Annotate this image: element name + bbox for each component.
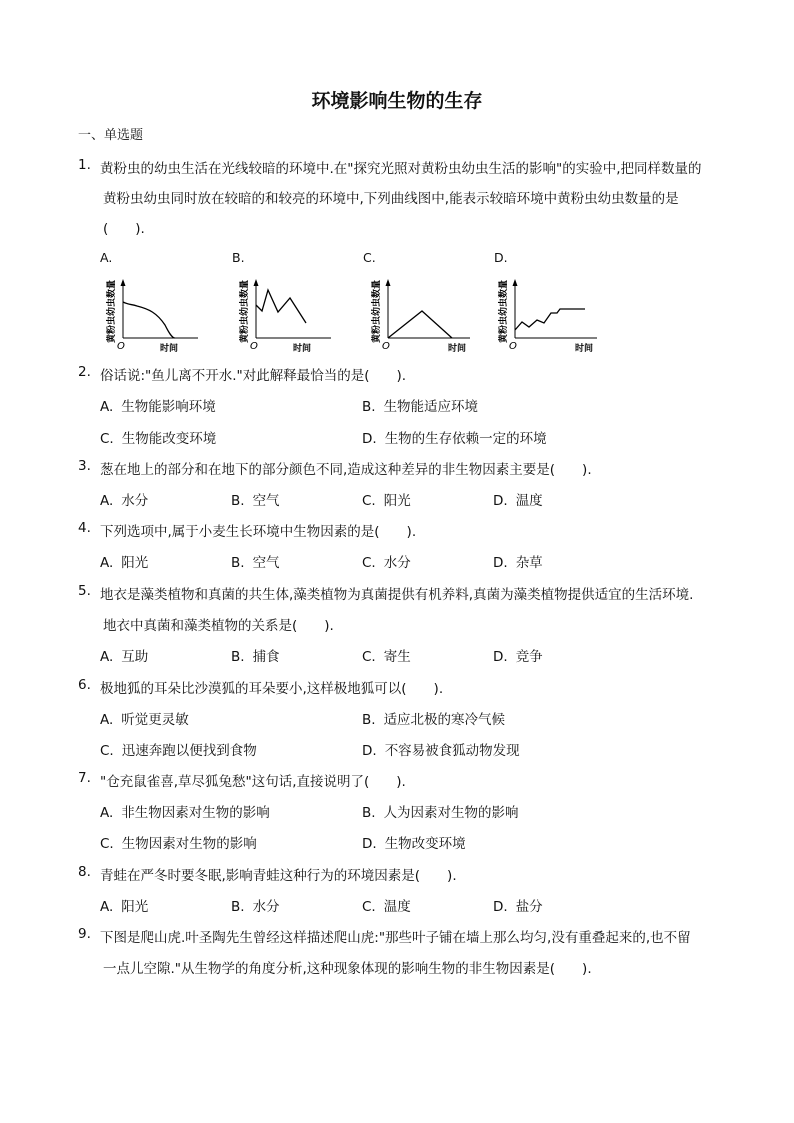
option-letter: D. <box>493 493 508 509</box>
origin-label: O <box>382 341 390 352</box>
option-d <box>493 895 543 915</box>
option-b <box>231 489 280 509</box>
question-text: 葱在地上的部分和在地下的部分颜色不同,造成这种差异的非生物因素主要是( ). <box>100 462 592 478</box>
question-number: 1. <box>78 157 91 173</box>
y-axis-label: 黄粉虫幼虫数量 <box>240 279 250 343</box>
option-letter: A. <box>100 899 114 915</box>
question-text: 黄粉虫的幼虫生活在光线较暗的环境中.在"探究光照对黄粉虫幼虫生活的影响"的实验中,把同样数量的 <box>100 161 702 177</box>
question-number: 3. <box>78 458 91 474</box>
option-letter: A. <box>100 399 114 415</box>
option-letter: A. <box>100 493 114 509</box>
option-label: D. <box>494 250 508 265</box>
x-axis-label: 时间 <box>448 344 467 354</box>
origin-label: O <box>250 341 258 352</box>
option-text: 生物改变环境 <box>384 836 466 852</box>
option-letter: D. <box>493 555 508 571</box>
origin-label: O <box>117 341 125 352</box>
option-text: 水分 <box>252 899 280 915</box>
option-text: 适应北极的寒冷气候 <box>383 712 506 728</box>
curve <box>515 309 585 330</box>
option-text: 生物的生存依赖一定的环境 <box>384 431 547 447</box>
option-text: 水分 <box>383 555 411 571</box>
option-b <box>231 645 280 665</box>
y-arrow <box>513 279 518 286</box>
option-text: 竞争 <box>515 649 543 665</box>
option-d <box>362 832 466 852</box>
question-number: 7. <box>78 770 91 786</box>
option-letter: C. <box>362 899 376 915</box>
x-axis-label: 时间 <box>293 344 312 354</box>
option-letter: D. <box>362 836 377 852</box>
x-axis-label: 时间 <box>160 344 179 354</box>
option-c <box>362 551 411 571</box>
option-letter: B. <box>231 493 245 509</box>
y-axis-label: 黄粉虫幼虫数量 <box>107 279 117 343</box>
question-text: 一点儿空隙."从生物学的角度分析,这种现象体现的影响生物的非生物因素是( ). <box>103 961 592 977</box>
option-a <box>100 895 148 915</box>
graph-d <box>497 275 607 355</box>
option-letter: C. <box>100 431 114 447</box>
question-text: 地衣中真菌和藻类植物的关系是( ). <box>103 618 334 634</box>
option-letter: A. <box>100 649 114 665</box>
option-text: 温度 <box>515 493 543 509</box>
page-title: 环境影响生物的生存 <box>311 90 483 112</box>
option-label: C. <box>363 250 376 265</box>
section-heading: 一、单选题 <box>78 128 144 143</box>
y-arrow <box>254 279 259 286</box>
question-number: 4. <box>78 520 91 536</box>
option-text: 迅速奔跑以便找到食物 <box>121 743 257 759</box>
option-letter: A. <box>100 555 114 571</box>
question-text: 黄粉虫幼虫同时放在较暗的和较亮的环境中,下列曲线图中,能表示较暗环境中黄粉虫幼虫数量的是 <box>103 191 679 207</box>
option-c <box>362 489 411 509</box>
graph-c <box>370 275 480 355</box>
option-text: 生物能影响环境 <box>121 399 216 415</box>
x-axis-label: 时间 <box>575 344 594 354</box>
option-text: 阳光 <box>121 899 149 915</box>
option-text: 生物能改变环境 <box>121 431 217 447</box>
y-arrow <box>121 279 126 286</box>
y-arrow <box>386 279 391 286</box>
curve <box>388 311 452 338</box>
option-text: 温度 <box>383 899 411 915</box>
option-letter: C. <box>100 836 114 852</box>
option-d <box>493 645 543 665</box>
y-axis-label: 黄粉虫幼虫数量 <box>499 279 509 343</box>
option-letter: C. <box>100 743 114 759</box>
option-letter: B. <box>362 399 376 415</box>
option-d <box>362 739 520 759</box>
question-text: "仓充鼠雀喜,草尽狐兔愁"这句话,直接说明了( ). <box>100 774 406 790</box>
option-text: 生物因素对生物的影响 <box>121 836 257 852</box>
question-text: 下列选项中,属于小麦生长环境中生物因素的是( ). <box>100 524 417 540</box>
option-text: 水分 <box>121 493 149 509</box>
option-c <box>100 832 257 852</box>
graph-a <box>105 275 205 355</box>
option-d <box>493 489 543 509</box>
option-letter: D. <box>362 431 377 447</box>
option-b <box>231 895 280 915</box>
option-b <box>231 551 280 571</box>
question-text: 俗话说:"鱼儿离不开水."对此解释最恰当的是( ). <box>100 368 407 384</box>
option-letter: B. <box>231 899 245 915</box>
option-c <box>362 895 411 915</box>
question-text: ( ). <box>103 221 145 237</box>
question-text: 极地狐的耳朵比沙漠狐的耳朵要小,这样极地狐可以( ). <box>100 681 444 697</box>
option-a <box>100 645 148 665</box>
curve <box>123 302 175 338</box>
option-d <box>493 551 543 571</box>
option-letter: B. <box>362 712 376 728</box>
option-text: 空气 <box>252 555 280 571</box>
option-letter: B. <box>231 555 245 571</box>
option-letter: C. <box>362 493 376 509</box>
option-text: 互助 <box>121 649 149 665</box>
option-letter: A. <box>100 712 114 728</box>
graph-b <box>238 275 338 355</box>
option-b <box>362 708 505 728</box>
option-a <box>100 801 270 821</box>
option-c <box>362 645 411 665</box>
option-text: 捕食 <box>252 649 280 665</box>
option-letter: B. <box>231 649 245 665</box>
question-number: 2. <box>78 364 91 380</box>
option-text: 不容易被食狐动物发现 <box>384 743 520 759</box>
option-a <box>100 489 148 509</box>
option-letter: D. <box>493 649 508 665</box>
option-c <box>100 739 257 759</box>
option-text: 阳光 <box>121 555 149 571</box>
option-text: 听觉更灵敏 <box>121 712 189 728</box>
option-letter: D. <box>362 743 377 759</box>
option-d <box>362 427 547 447</box>
option-a <box>100 708 189 728</box>
option-letter: C. <box>362 649 376 665</box>
option-text: 寄生 <box>383 649 411 665</box>
option-text: 空气 <box>252 493 280 509</box>
option-text: 杂草 <box>515 555 543 571</box>
option-letter: D. <box>493 899 508 915</box>
option-text: 非生物因素对生物的影响 <box>121 805 270 821</box>
option-a <box>100 551 148 571</box>
curve <box>256 290 306 323</box>
option-c <box>100 427 216 447</box>
option-letter: C. <box>362 555 376 571</box>
option-text: 生物能适应环境 <box>383 399 479 415</box>
question-number: 8. <box>78 864 91 880</box>
option-text: 阳光 <box>383 493 411 509</box>
question-number: 9. <box>78 926 91 942</box>
question-number: 5. <box>78 583 91 599</box>
question-text: 青蛙在严冬时要冬眠,影响青蛙这种行为的环境因素是( ). <box>100 868 457 884</box>
option-text: 人为因素对生物的影响 <box>383 805 519 821</box>
question-text: 下图是爬山虎.叶圣陶先生曾经这样描述爬山虎:"那些叶子铺在墙上那么均匀,没有重叠起来的,也不留 <box>100 930 691 946</box>
option-letter: B. <box>362 805 376 821</box>
question-number: 6. <box>78 677 91 693</box>
option-b <box>362 801 519 821</box>
origin-label: O <box>509 341 517 352</box>
option-b <box>362 395 478 415</box>
option-text: 盐分 <box>515 899 543 915</box>
question-text: 地衣是藻类植物和真菌的共生体,藻类植物为真菌提供有机养料,真菌为藻类植物提供适宜的生活环境. <box>100 587 694 603</box>
option-a <box>100 395 216 415</box>
y-axis-label: 黄粉虫幼虫数量 <box>372 279 382 343</box>
option-label: A. <box>100 250 113 265</box>
option-letter: A. <box>100 805 114 821</box>
option-label: B. <box>232 250 245 265</box>
